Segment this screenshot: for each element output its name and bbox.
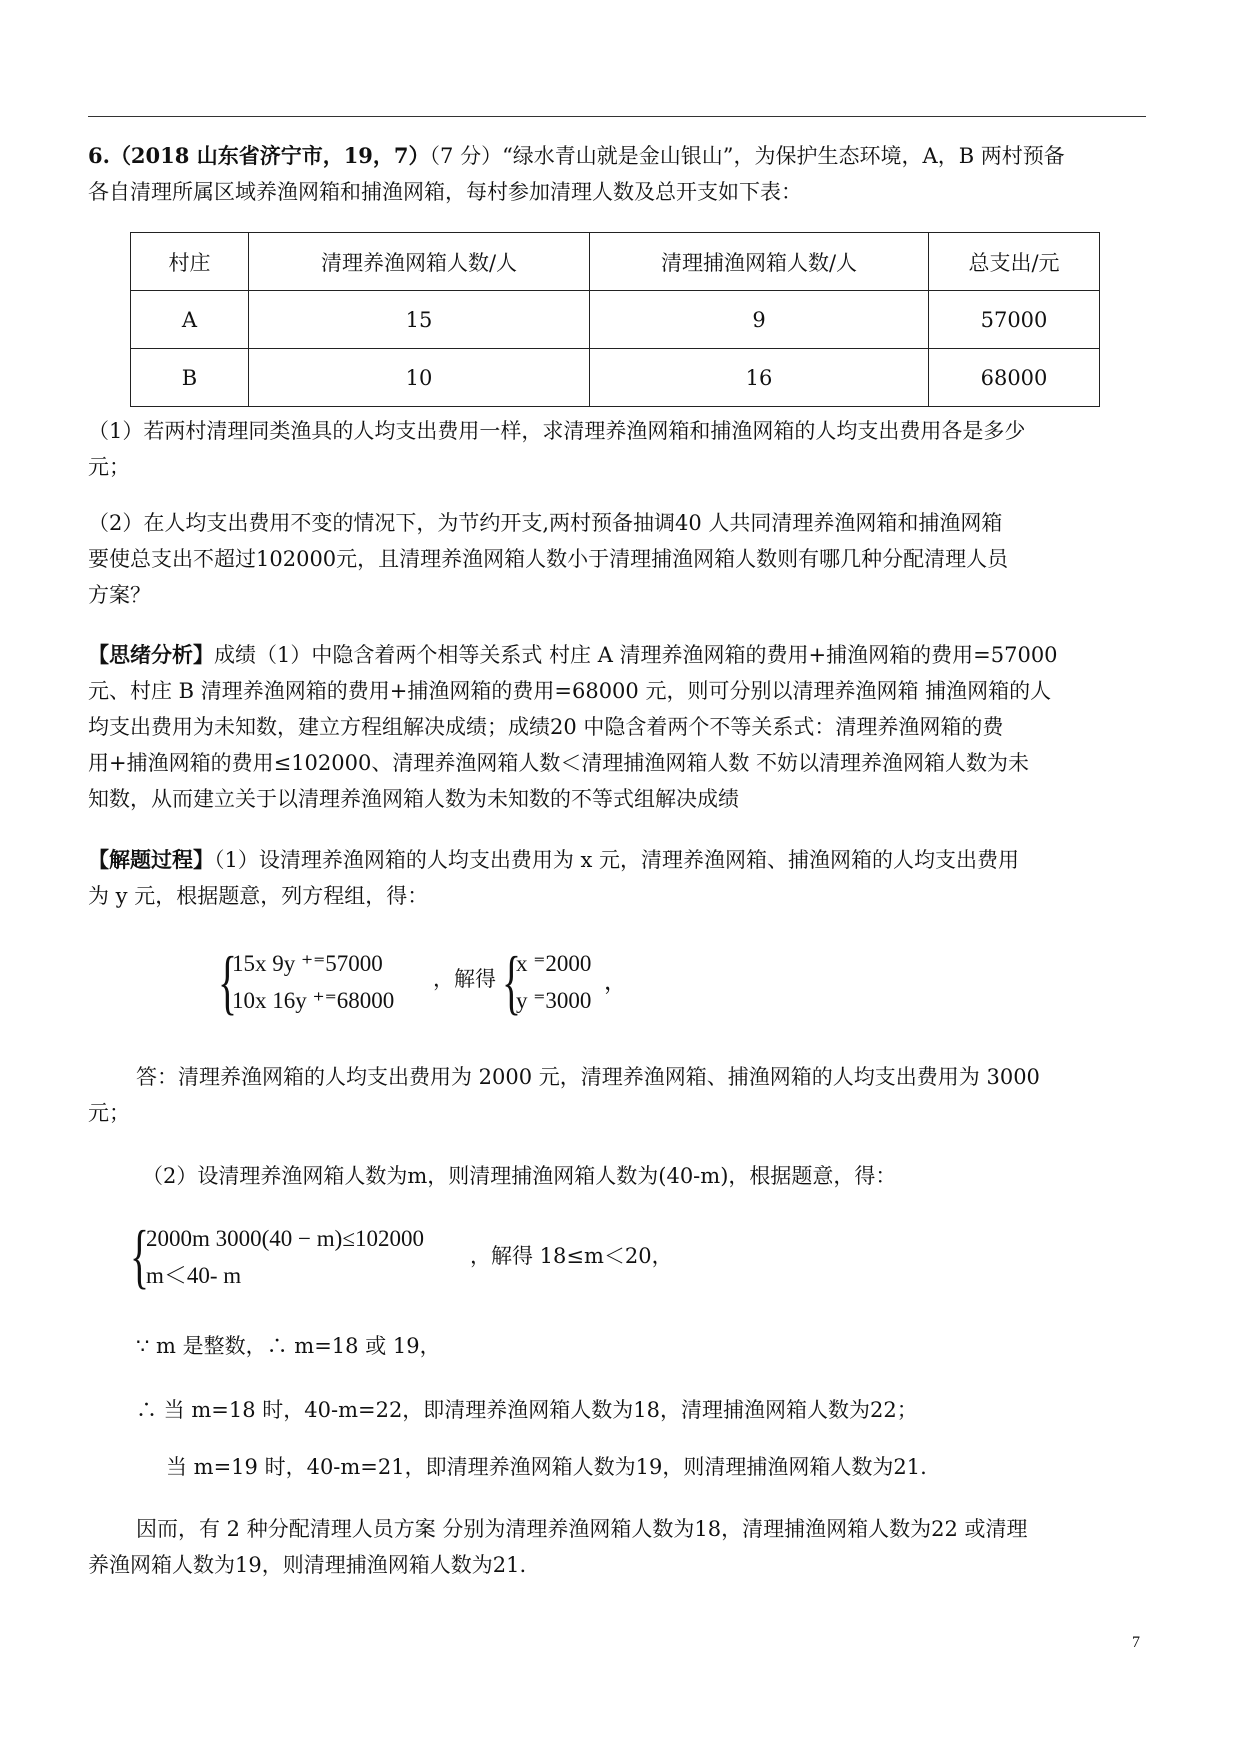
therefore-line-1 (88, 1392, 1188, 1428)
left-brace-icon: { (502, 942, 522, 1022)
solution-label: 【解题过程】 (88, 847, 214, 872)
answer-row: y ⁼3000 (516, 988, 592, 1013)
analysis-line-1: 成绩（1）中隐含着两个相等关系式 村庄 A 清理养渔网箱的费用+捕渔网箱的费用=57000 (214, 643, 1058, 667)
table-header: 总支出/元 (929, 233, 1100, 291)
question-2-line-2: 要使总支出不超过102000元，且清理养渔网箱人数小于清理捕渔网箱人数则有哪几种分配清理人员 (88, 547, 1009, 571)
analysis-line-3: 均支出费用为未知数，建立方程组解决成绩；成绩20 中隐含着两个不等关系式：清理养渔网箱的费 (88, 715, 1004, 739)
question-2 (88, 505, 1188, 613)
table-row (131, 349, 1100, 407)
problem-statement (88, 138, 1188, 210)
part-2-setup (88, 1158, 1188, 1194)
therefore-text-2: 当 m=19 时，40-m=21，即清理养渔网箱人数为19，则清理捕渔网箱人数为21. (166, 1455, 927, 1479)
solution-line-1: （1）设清理养渔网箱的人均支出费用为 x 元，清理养渔网箱、捕渔网箱的人均支出费用 (214, 848, 1020, 872)
equation-system-1 (232, 945, 394, 1019)
left-brace-icon: { (218, 942, 238, 1022)
inequality-row: 2000m 3000(40 − m)≤102000 (146, 1226, 424, 1251)
table-cell: 9 (590, 291, 929, 349)
table-cell: 10 (249, 349, 590, 407)
inequality-system (146, 1220, 424, 1294)
table-cell: B (131, 349, 249, 407)
answer-row: x ⁼2000 (516, 951, 592, 976)
table-header: 清理捕渔网箱人数/人 (590, 233, 929, 291)
solve-text: ，解得 (433, 967, 496, 991)
analysis-line-5: 知数，从而建立关于以清理养渔网箱人数为未知数的不等式组解决成绩 (88, 787, 739, 811)
left-brace-icon: { (130, 1216, 150, 1296)
table-cell: 68000 (929, 349, 1100, 407)
table-header-row (131, 233, 1100, 291)
part-2-setup-line: （2）设清理养渔网箱人数为m，则清理捕渔网箱人数为(40-m)，根据题意，得： (142, 1164, 897, 1188)
therefore-text-1: ∴ 当 m=18 时，40-m=22，即清理养渔网箱人数为18，清理捕渔网箱人数为22； (136, 1398, 918, 1422)
answer-1 (88, 1059, 1188, 1131)
analysis-label: 【思绪分析】 (88, 642, 214, 667)
analysis-section (88, 637, 1188, 817)
question-1-line-2: 元； (88, 455, 130, 479)
solution-section (88, 842, 1188, 914)
problem-line-2: 各自清理所属区域养渔网箱和捕渔网箱，每村参加清理人数及总开支如下表： (88, 180, 802, 204)
analysis-line-4: 用+捕渔网箱的费用≤102000、清理养渔网箱人数＜清理捕渔网箱人数 不妨以清理养渔网箱人数为未 (88, 751, 1030, 775)
question-1 (88, 413, 1188, 485)
comma-text: ， (604, 969, 627, 994)
table-cell: 57000 (929, 291, 1100, 349)
equation-system-1-answer (516, 945, 591, 1019)
question-2-line-3: 方案？ (88, 583, 151, 607)
inequality-row: m＜40- m (146, 1263, 242, 1288)
table-cell: A (131, 291, 249, 349)
answer-1-line-2: 元； (88, 1101, 130, 1125)
question-2-line-1: （2）在人均支出费用不变的情况下，为节约开支,两村预备抽调40 人共同清理养渔网箱和捕渔网箱 (88, 511, 1003, 535)
table-header: 村庄 (131, 233, 249, 291)
problem-intro: （7 分）“绿水青山就是金山银山”，为保护生态环境，A，B 两村预备 (429, 144, 1065, 168)
header-rule (88, 116, 1146, 117)
problem-source: （2018 山东省济宁市，19，7） (109, 143, 430, 168)
table-cell: 16 (590, 349, 929, 407)
because-text: ∵ m 是整数，∴ m=18 或 19， (136, 1334, 441, 1358)
conclusion-line-2: 养渔网箱人数为19，则清理捕渔网箱人数为21. (88, 1553, 527, 1577)
answer-1-line-1: 答：清理养渔网箱的人均支出费用为 2000 元，清理养渔网箱、捕渔网箱的人均支出费用为 3000 (136, 1065, 1040, 1089)
question-1-line-1: （1）若两村清理同类渔具的人均支出费用一样，求清理养渔网箱和捕渔网箱的人均支出费用各是多少 (88, 419, 1026, 443)
conclusion (88, 1511, 1188, 1583)
page-number: 7 (1132, 1634, 1140, 1651)
analysis-line-2: 元、村庄 B 清理养渔网箱的费用+捕渔网箱的费用=68000 元，则可分别以清理养渔网箱 捕渔网箱的人 (88, 679, 1052, 703)
problem-number: 6. (88, 143, 110, 168)
inequality-solution: ，解得 18≤m＜20， (470, 1244, 673, 1268)
village-table (130, 232, 1100, 407)
because-line (88, 1328, 1188, 1364)
equation-row: 15x 9y ⁺⁼57000 (232, 951, 383, 976)
solution-line-2: 为 y 元，根据题意，列方程组，得： (88, 884, 429, 908)
table-header: 清理养渔网箱人数/人 (249, 233, 590, 291)
table-row (131, 291, 1100, 349)
equation-row: 10x 16y ⁺⁼68000 (232, 988, 395, 1013)
therefore-line-2 (88, 1449, 1188, 1485)
table-cell: 15 (249, 291, 590, 349)
conclusion-line-1: 因而，有 2 种分配清理人员方案 分别为清理养渔网箱人数为18，清理捕渔网箱人数为22 或清理 (136, 1517, 1028, 1541)
